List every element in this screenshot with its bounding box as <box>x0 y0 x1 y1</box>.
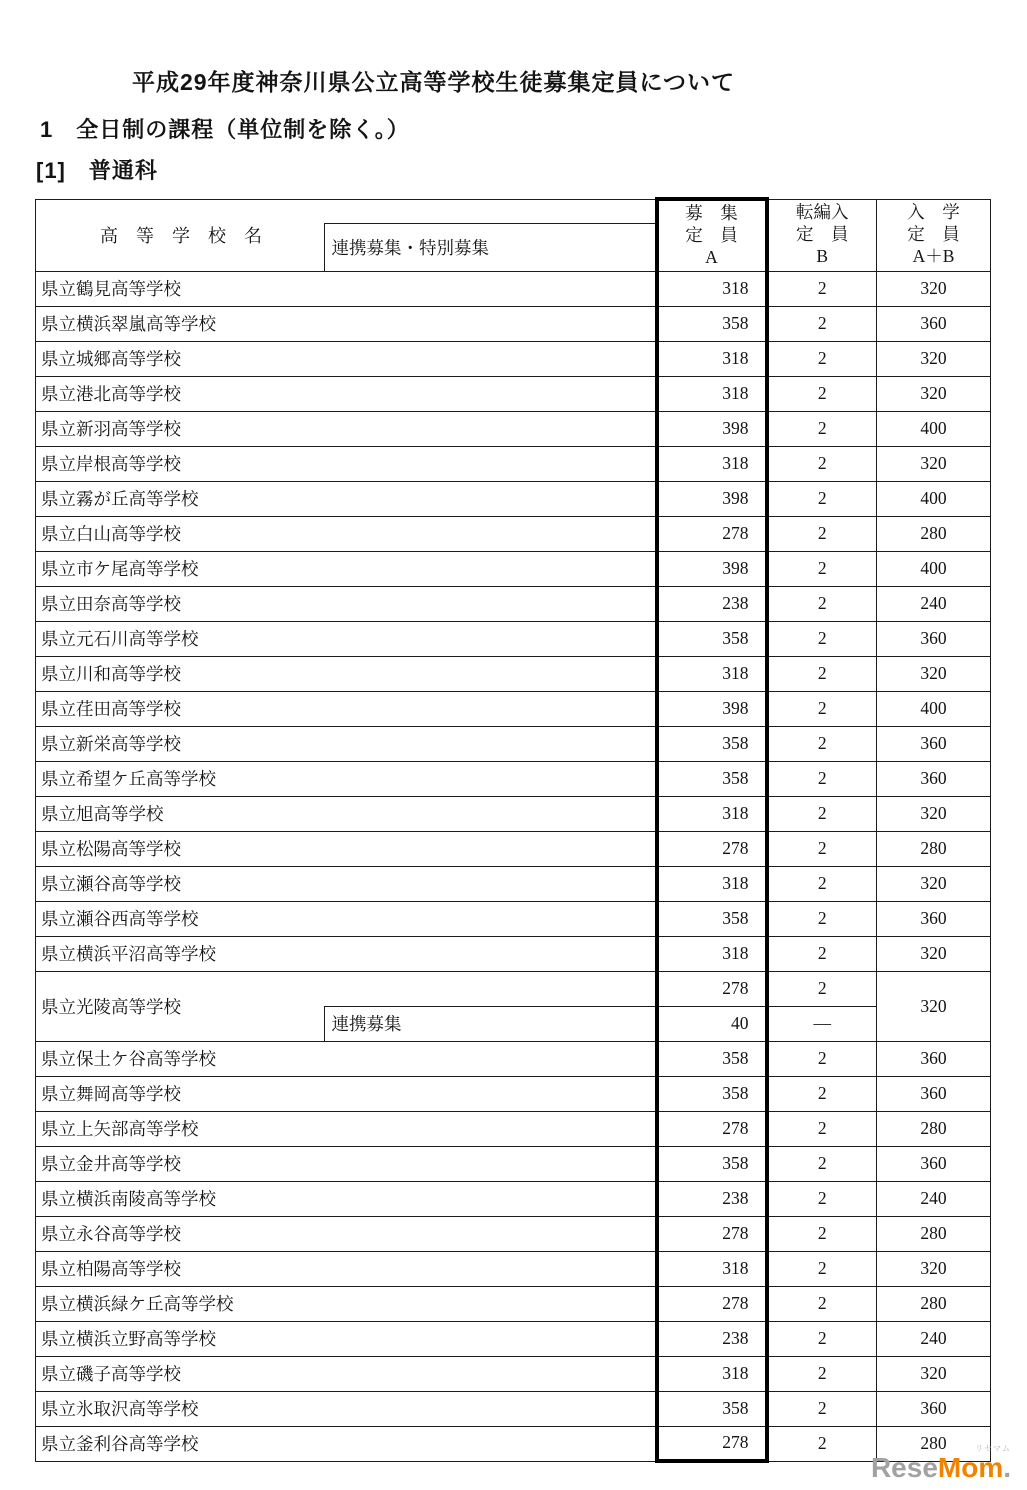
quota-b-cell: 2 <box>767 376 877 411</box>
quota-a-cell: 278 <box>657 1426 767 1461</box>
school-name-cell: 県立金井高等学校 <box>36 1146 657 1181</box>
school-name-cell: 県立保土ケ谷高等学校 <box>36 1041 657 1076</box>
school-name-cell: 県立鶴見高等学校 <box>36 271 657 306</box>
quota-b-cell: 2 <box>767 516 877 551</box>
school-name-header <box>36 199 657 271</box>
school-name-cell: 県立市ケ尾高等学校 <box>36 551 657 586</box>
quota-ab-cell: 400 <box>877 481 991 516</box>
table-row <box>36 1286 991 1321</box>
table-row <box>36 656 991 691</box>
table-row <box>36 551 991 586</box>
quota-ab-cell: 240 <box>877 1181 991 1216</box>
table-row <box>36 306 991 341</box>
quota-b-cell: 2 <box>767 446 877 481</box>
quota-a-cell: 278 <box>657 831 767 866</box>
quota-b-cell: 2 <box>767 411 877 446</box>
quota-ab-cell: 320 <box>877 656 991 691</box>
section-heading: 1 全日制の課程（単位制を除く。） <box>40 117 410 142</box>
page-title: 平成29年度神奈川県公立高等学校生徒募集定員について <box>131 69 736 95</box>
quota-ab-cell: 320 <box>877 271 991 306</box>
col-b-line1: 転編入 <box>796 202 849 223</box>
quota-b-cell: 2 <box>767 1181 877 1216</box>
table-row <box>36 726 991 761</box>
quota-ab-cell: 360 <box>877 901 991 936</box>
table-row <box>36 831 991 866</box>
quota-a-cell: 40 <box>657 1006 767 1041</box>
table-row <box>36 271 991 306</box>
quota-a-cell: 318 <box>657 341 767 376</box>
school-name-cell: 県立横浜翠嵐高等学校 <box>36 306 657 341</box>
quota-b-cell: 2 <box>767 901 877 936</box>
quota-a-cell: 278 <box>657 1216 767 1251</box>
school-name-cell: 県立川和高等学校 <box>36 656 657 691</box>
quota-ab-cell: 360 <box>877 761 991 796</box>
quota-b-cell: 2 <box>767 1286 877 1321</box>
resemom-watermark-text-gray: Rese <box>870 1452 938 1483</box>
quota-ab-cell: 400 <box>877 551 991 586</box>
quota-a-cell: 358 <box>657 726 767 761</box>
quota-a-cell: 238 <box>657 1181 767 1216</box>
quota-a-cell: 358 <box>657 1146 767 1181</box>
table-row <box>36 621 991 656</box>
quota-a-cell: 358 <box>657 901 767 936</box>
quota-b-cell: 2 <box>767 306 877 341</box>
quota-b-cell: 2 <box>767 1146 877 1181</box>
table-row <box>36 761 991 796</box>
school-name-cell: 県立磯子高等学校 <box>36 1356 657 1391</box>
resemom-watermark-small-text: リセマム <box>975 1444 1011 1453</box>
school-name-cell: 県立港北高等学校 <box>36 376 657 411</box>
table-row <box>36 1391 991 1426</box>
table-row <box>36 1111 991 1146</box>
table-row <box>36 1041 991 1076</box>
quota-a-cell: 278 <box>657 516 767 551</box>
table-row <box>36 1321 991 1356</box>
quota-ab-cell: 320 <box>877 971 991 1041</box>
quota-b-cell: 2 <box>767 1321 877 1356</box>
quota-a-cell: 318 <box>657 446 767 481</box>
table-row <box>36 481 991 516</box>
quota-ab-cell: 320 <box>877 866 991 901</box>
quota-ab-cell: 280 <box>877 1286 991 1321</box>
table-row <box>36 691 991 726</box>
table-row <box>36 586 991 621</box>
header-row <box>36 199 991 271</box>
table-row <box>36 411 991 446</box>
table-row <box>36 341 991 376</box>
quota-b-cell: 2 <box>767 1391 877 1426</box>
school-name-cell: 県立氷取沢高等学校 <box>36 1391 657 1426</box>
quota-ab-cell: 360 <box>877 621 991 656</box>
school-name-cell: 県立荏田高等学校 <box>36 691 657 726</box>
quota-ab-cell: 400 <box>877 691 991 726</box>
quota-a-cell: 358 <box>657 1041 767 1076</box>
school-name-cell: 県立元石川高等学校 <box>36 621 657 656</box>
col-b-line2: 定 員 <box>796 224 849 245</box>
quota-b-cell: 2 <box>767 691 877 726</box>
school-name-cell: 県立田奈高等学校 <box>36 586 657 621</box>
col-a-line2: 定 員 <box>685 224 738 245</box>
quota-b-cell: 2 <box>767 1426 877 1461</box>
col-a-header <box>657 199 767 271</box>
quota-b-cell: 2 <box>767 726 877 761</box>
quota-a-cell: 318 <box>657 866 767 901</box>
col-ab-header <box>877 199 991 271</box>
school-name-cell: 県立横浜平沼高等学校 <box>36 936 657 971</box>
quota-ab-cell: 320 <box>877 1356 991 1391</box>
quota-ab-cell: 360 <box>877 1041 991 1076</box>
school-name: 県立光陵高等学校 <box>41 996 181 1017</box>
table-row <box>36 1356 991 1391</box>
subsection-heading: [1] 普通科 <box>36 158 158 183</box>
school-name-cell: 県立上矢部高等学校 <box>36 1111 657 1146</box>
special-recruitment-header: 連携募集・特別募集 <box>324 223 655 271</box>
school-name-cell: 県立城郷高等学校 <box>36 341 657 376</box>
table-row <box>36 796 991 831</box>
table-row <box>36 446 991 481</box>
quota-a-cell: 278 <box>657 1286 767 1321</box>
quota-b-cell: 2 <box>767 271 877 306</box>
quota-ab-cell: 320 <box>877 341 991 376</box>
table-row <box>36 376 991 411</box>
table-body <box>36 271 991 1461</box>
quota-b-cell: 2 <box>767 341 877 376</box>
quota-a-cell: 238 <box>657 1321 767 1356</box>
table-row <box>36 866 991 901</box>
quota-ab-cell: 280 <box>877 1216 991 1251</box>
school-name-cell: 県立岸根高等学校 <box>36 446 657 481</box>
quota-ab-cell: 400 <box>877 411 991 446</box>
quota-a-cell: 318 <box>657 376 767 411</box>
school-name-cell: 県立旭高等学校 <box>36 796 657 831</box>
quota-ab-cell: 360 <box>877 1146 991 1181</box>
school-name-cell: 県立横浜立野高等学校 <box>36 1321 657 1356</box>
col-a-line3: A <box>705 246 718 267</box>
quota-b-cell: 2 <box>767 761 877 796</box>
quota-ab-cell: 240 <box>877 586 991 621</box>
quota-b-cell: 2 <box>767 1041 877 1076</box>
school-name-cell: 県立新栄高等学校 <box>36 726 657 761</box>
table-row <box>36 1181 991 1216</box>
table-row <box>36 971 991 1006</box>
quota-ab-cell: 280 <box>877 831 991 866</box>
quota-ab-cell: 360 <box>877 1391 991 1426</box>
quota-b-cell: 2 <box>767 866 877 901</box>
quota-b-cell: 2 <box>767 936 877 971</box>
school-name-cell <box>36 971 657 1041</box>
quota-b-cell: 2 <box>767 1216 877 1251</box>
col-ab-line2: 定 員 <box>907 224 960 245</box>
school-name-cell: 県立永谷高等学校 <box>36 1216 657 1251</box>
quota-a-cell: 398 <box>657 411 767 446</box>
quota-b-cell: 2 <box>767 831 877 866</box>
col-ab-line3: A＋B <box>912 245 955 266</box>
col-b-header <box>767 199 877 271</box>
table-row <box>36 1076 991 1111</box>
resemom-watermark-dot: . <box>1003 1452 1011 1483</box>
school-name-cell: 県立釜利谷高等学校 <box>36 1426 657 1461</box>
school-name-cell: 県立柏陽高等学校 <box>36 1251 657 1286</box>
table-row <box>36 1216 991 1251</box>
table-row <box>36 936 991 971</box>
col-a-line1: 募 集 <box>685 202 738 223</box>
quota-ab-cell: 320 <box>877 796 991 831</box>
quota-a-cell: 278 <box>657 971 767 1006</box>
quota-a-cell: 358 <box>657 621 767 656</box>
quota-ab-cell: 320 <box>877 376 991 411</box>
quota-b-cell: 2 <box>767 796 877 831</box>
table-row <box>36 1426 991 1461</box>
quota-table <box>35 197 991 1463</box>
resemom-watermark <box>871 1445 1011 1482</box>
school-name-cell: 県立横浜緑ケ丘高等学校 <box>36 1286 657 1321</box>
table-row <box>36 1146 991 1181</box>
quota-b-cell: 2 <box>767 481 877 516</box>
school-name-cell: 県立白山高等学校 <box>36 516 657 551</box>
quota-b-cell: 2 <box>767 586 877 621</box>
table-row <box>36 516 991 551</box>
quota-b-cell: 2 <box>767 971 877 1006</box>
school-name-cell: 県立霧が丘高等学校 <box>36 481 657 516</box>
quota-a-cell: 318 <box>657 1356 767 1391</box>
quota-a-cell: 238 <box>657 586 767 621</box>
quota-b-cell: 2 <box>767 551 877 586</box>
quota-a-cell: 358 <box>657 761 767 796</box>
quota-a-cell: 318 <box>657 271 767 306</box>
special-recruitment-label: 連携募集 <box>324 1006 655 1041</box>
col-ab-line1: 入 学 <box>907 202 960 223</box>
quota-a-cell: 318 <box>657 936 767 971</box>
quota-a-cell: 398 <box>657 481 767 516</box>
quota-ab-cell: 360 <box>877 1076 991 1111</box>
quota-ab-cell: 320 <box>877 936 991 971</box>
quota-a-cell: 318 <box>657 1251 767 1286</box>
school-name-cell: 県立瀬谷高等学校 <box>36 866 657 901</box>
quota-ab-cell: 360 <box>877 726 991 761</box>
quota-a-cell: 358 <box>657 1076 767 1111</box>
quota-ab-cell: 280 <box>877 516 991 551</box>
school-name-header-label: 高 等 学 校 名 <box>100 225 262 246</box>
quota-a-cell: 318 <box>657 796 767 831</box>
quota-b-cell: 2 <box>767 1111 877 1146</box>
table-row <box>36 901 991 936</box>
quota-ab-cell: 280 <box>877 1426 991 1461</box>
quota-a-cell: 278 <box>657 1111 767 1146</box>
quota-b-cell: 2 <box>767 1251 877 1286</box>
school-name-cell: 県立横浜南陵高等学校 <box>36 1181 657 1216</box>
quota-ab-cell: 320 <box>877 1251 991 1286</box>
quota-b-cell: 2 <box>767 1076 877 1111</box>
school-name-cell: 県立新羽高等学校 <box>36 411 657 446</box>
quota-a-cell: 398 <box>657 551 767 586</box>
quota-ab-cell: 280 <box>877 1111 991 1146</box>
table-row <box>36 1251 991 1286</box>
school-name-cell: 県立瀬谷西高等学校 <box>36 901 657 936</box>
quota-b-cell: 2 <box>767 656 877 691</box>
quota-b-cell: 2 <box>767 621 877 656</box>
school-name-cell: 県立舞岡高等学校 <box>36 1076 657 1111</box>
school-name-cell: 県立松陽高等学校 <box>36 831 657 866</box>
quota-b-cell: 2 <box>767 1356 877 1391</box>
quota-b-cell: — <box>767 1006 877 1041</box>
quota-a-cell: 358 <box>657 1391 767 1426</box>
col-b-line3: B <box>816 245 829 266</box>
quota-ab-cell: 320 <box>877 446 991 481</box>
quota-a-cell: 398 <box>657 691 767 726</box>
resemom-watermark-text-orange: Mom <box>937 1452 1004 1483</box>
quota-ab-cell: 360 <box>877 306 991 341</box>
quota-ab-cell: 240 <box>877 1321 991 1356</box>
quota-a-cell: 358 <box>657 306 767 341</box>
quota-a-cell: 318 <box>657 656 767 691</box>
school-name-cell: 県立希望ケ丘高等学校 <box>36 761 657 796</box>
